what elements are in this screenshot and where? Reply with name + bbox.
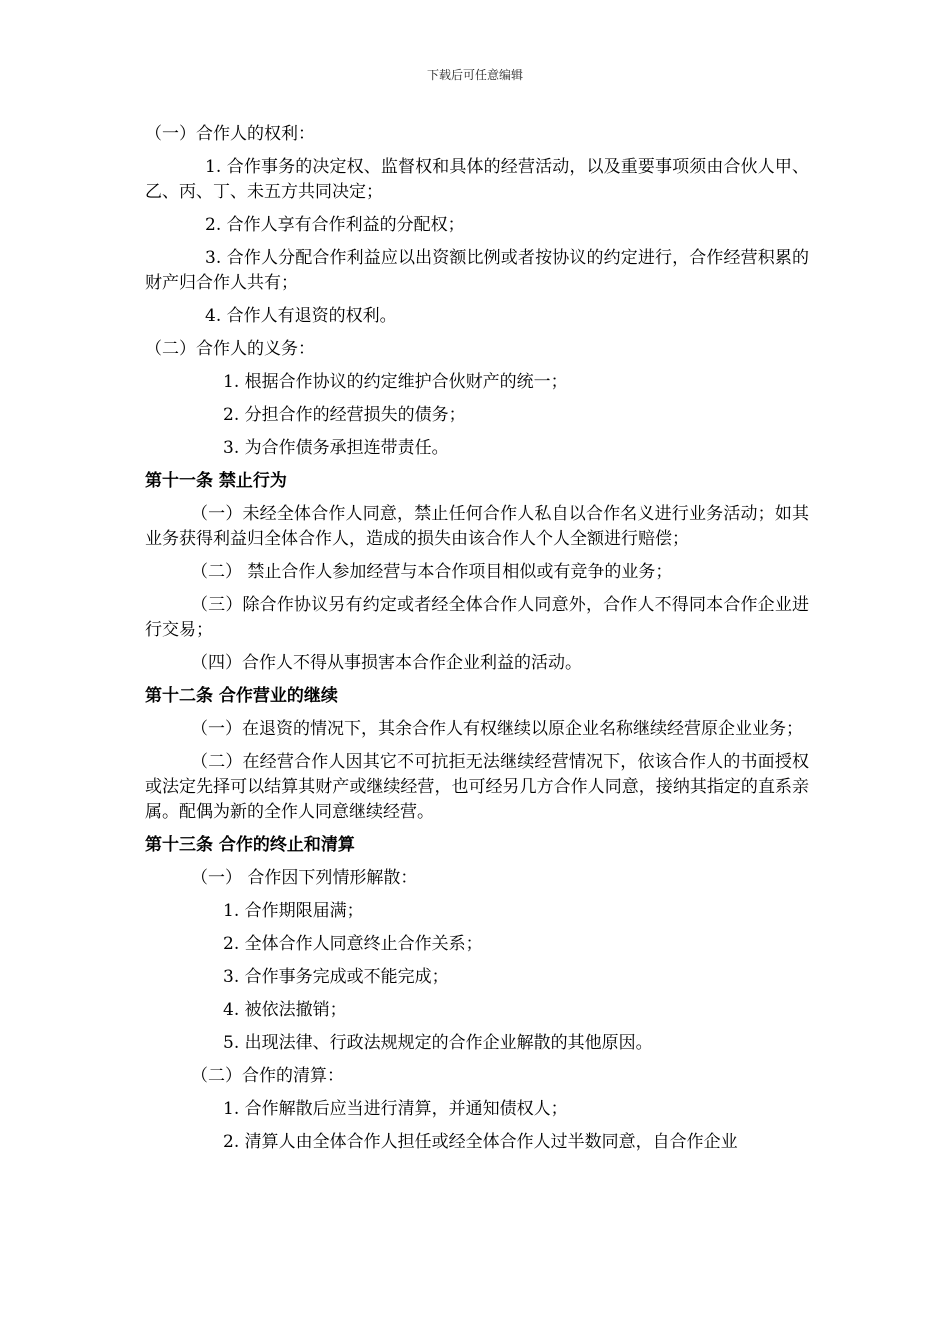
rights-title: （一）合作人的权利： (145, 124, 315, 144)
rights-item-4: 4. 合作人有退资的权利。 (205, 306, 397, 326)
document-body (145, 122, 809, 1163)
duties-item-2: 2. 分担合作的经营损失的债务； (223, 405, 466, 425)
dissolution-item-1: 1. 合作期限届满； (223, 901, 364, 921)
article-11-item-3: （三）除合作协议另有约定或者经全体合作人同意外，合作人不得同本合作企业进行交易； (145, 595, 809, 640)
rights-item-3: 3. 合作人分配合作利益应以出资额比例或者按协议的约定进行，合作经营积累的财产归合作人共有； (145, 248, 809, 293)
dissolution-item-2: 2. 全体合作人同意终止合作关系； (223, 934, 483, 954)
article-11-heading: 第十一条 禁止行为 (145, 471, 287, 491)
article-11-item-2: （二） 禁止合作人参加经营与本合作项目相似或有竞争的业务； (191, 562, 673, 582)
page-header: 下载后可任意编辑 (426, 68, 523, 82)
article-12-heading: 第十二条 合作营业的继续 (145, 686, 338, 706)
article-12-item-2: （二）在经营合作人因其它不可抗拒无法继续经营情况下，依该合作人的书面授权或法定先择可以结算其财产或继续经营，也可经另几方合作人同意，接纳其指定的直系亲属。配偶为新的全作人同意继续经营。 (145, 752, 809, 822)
rights-item-2: 2. 合作人享有合作利益的分配权； (205, 215, 465, 235)
dissolution-item-5: 5. 出现法律、行政法规规定的合作企业解散的其他原因。 (223, 1033, 653, 1053)
article-13-heading: 第十三条 合作的终止和清算 (145, 835, 355, 855)
dissolution-item-4: 4. 被依法撤销； (223, 1000, 347, 1020)
liquidation-item-1: 1. 合作解散后应当进行清算，并通知债权人； (223, 1099, 568, 1119)
duties-item-1: 1. 根据合作协议的约定维护合伙财产的统一； (223, 372, 568, 392)
dissolution-item-3: 3. 合作事务完成或不能完成； (223, 967, 449, 987)
rights-item-1: 1. 合作事务的决定权、监督权和具体的经营活动，以及重要事项须由合伙人甲、乙、丙、丁、未五方共同决定； (145, 157, 809, 202)
article-11-item-1: （一）未经全体合作人同意，禁止任何合作人私自以合作名义进行业务活动；如其业务获得利益归全体合作人，造成的损失由该合作人个人全额进行赔偿； (145, 504, 809, 549)
dissolution-title: （一） 合作因下列情形解散： (191, 868, 418, 888)
article-11-item-4: （四）合作人不得从事损害本合作企业利益的活动。 (191, 653, 582, 673)
article-12-item-1: （一）在退资的情况下，其余合作人有权继续以原企业名称继续经营原企业业务； (191, 719, 803, 739)
liquidation-title: （二）合作的清算： (191, 1066, 344, 1086)
duties-item-3: 3. 为合作债务承担连带责任。 (223, 438, 449, 458)
duties-title: （二）合作人的义务： (145, 339, 315, 359)
liquidation-item-2: 2. 清算人由全体合作人担任或经全体合作人过半数同意，自合作企业 (223, 1132, 738, 1152)
